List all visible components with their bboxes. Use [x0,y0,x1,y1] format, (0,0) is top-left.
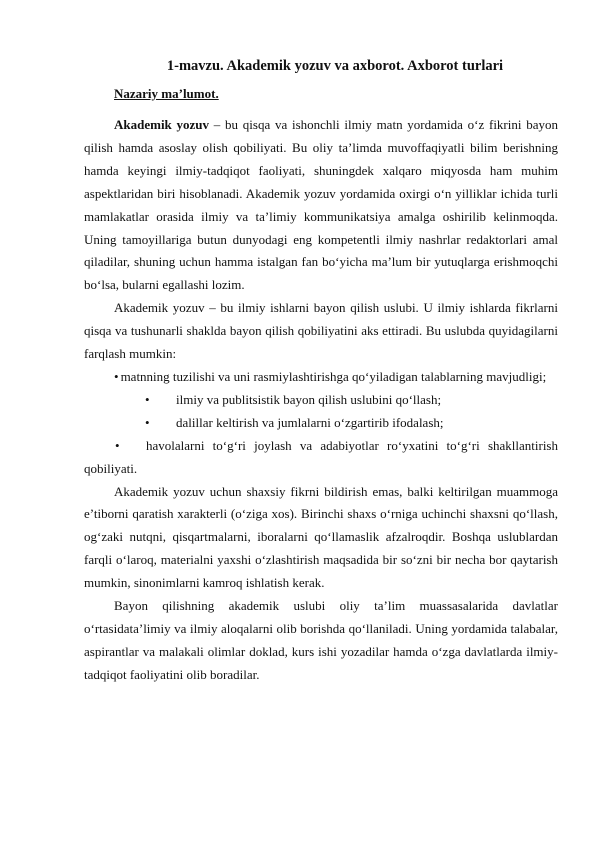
page-title: 1-mavzu. Akademik yozuv va axborot. Axborot turlari [166,58,504,74]
list-item [84,389,558,412]
list-item-text: havolalarni to‘g‘ri joylash va adabiyotlar ro‘yxatini to‘g‘ri shakllantirish qobiliyati. [84,437,558,476]
paragraph-style: Akademik yozuv uchun shaxsiy fikrni bildirish emas, balki keltirilgan muammoga e’tiborni qaratish xarakterli (o‘ziga xos). Birinchi shaxs o‘rniga uchinchi shaxsni qo‘llash, og‘zaki nutqni, qisqartmalarni, iboralarni qo‘llamaslik afzalroqdir. Boshqa uslublardan farqli o‘laroq, materialni yaxshi o‘zlashtirish maqsadida bir so‘zni bir necha bor qaytarish mumkin, sinonimlarni kamroq ishlatish kerak. [84,483,558,591]
term-bold: Akademik yozuv [114,117,210,132]
section-subheading: Nazariy ma’lumot. [114,86,219,101]
bullet-icon: • [115,437,120,453]
list-item-text: matnning tuzilishi va uni rasmiylashtirishga qo‘yiladigan talablarning mavjudligi; [120,368,547,384]
list-item-text: dalillar keltirish va jumlalarni o‘zgartirib ifodalash; [176,414,444,430]
list-item [84,435,558,481]
list-item [84,366,558,389]
bullet-icon: • [145,391,150,407]
bullet-icon: • [145,414,150,430]
document-page [84,52,558,687]
list-item [84,412,558,435]
bullet-icon: • [114,368,119,384]
paragraph-definition: Akademik yozuv – bu ilmiy ishlarni bayon qilish uslubi. U ilmiy ishlarda fikrlarni qisqa va tushunarli shaklda bayon qilish qobiliyatini aks ettiradi. Bu uslubda quyidagilarni farqlash mumkin: [84,300,558,362]
paragraph-intro-text: – bu qisqa va ishonchli ilmiy matn yordamida o‘z fikrini bayon qilish hamda asoslay olish qobiliyati. Bu oliy ta’limda muvoffaqiyatli bilim berishning hamda keyingi ilmiy-tadqiqot faoliyati, shuningdek xalqaro miqyosda ham muhim aspektlaridan biri hisoblanadi. Akademik yozuv yordamida oxirgi o‘n yilliklar ichida turli mamlakatlar orasida ilmiy va ta’limiy kommunikatsiya amalga oshirilib kelinmoqda. Uning tamoyillariga butun dunyodagi eng kompetentli ilmiy nashrlar redaktorlari amal qiladilar, shuning uchun hamma istalgan fan bo‘yicha ma’lum bir yutuqlarga erishmoqchi bo‘lsa, bularni egallashi lozim. [84,117,558,293]
paragraph-intro [84,114,558,297]
list-item-text: ilmiy va publitsistik bayon qilish uslubini qo‘llash; [176,391,442,407]
paragraph-usage: Bayon qilishning akademik uslubi oliy ta’lim muassasalarida davlatlar o‘rtasidata’limiy va ilmiy aloqalarni olib borishda qo‘llaniladi. Uning yordamida talabalar, aspirantlar va malakali olimlar doklad, kurs ishi yozadilar hamda o‘zga davlatlarda ilmiy-tadqiqot faoliyatini olib boradilar. [84,598,558,682]
